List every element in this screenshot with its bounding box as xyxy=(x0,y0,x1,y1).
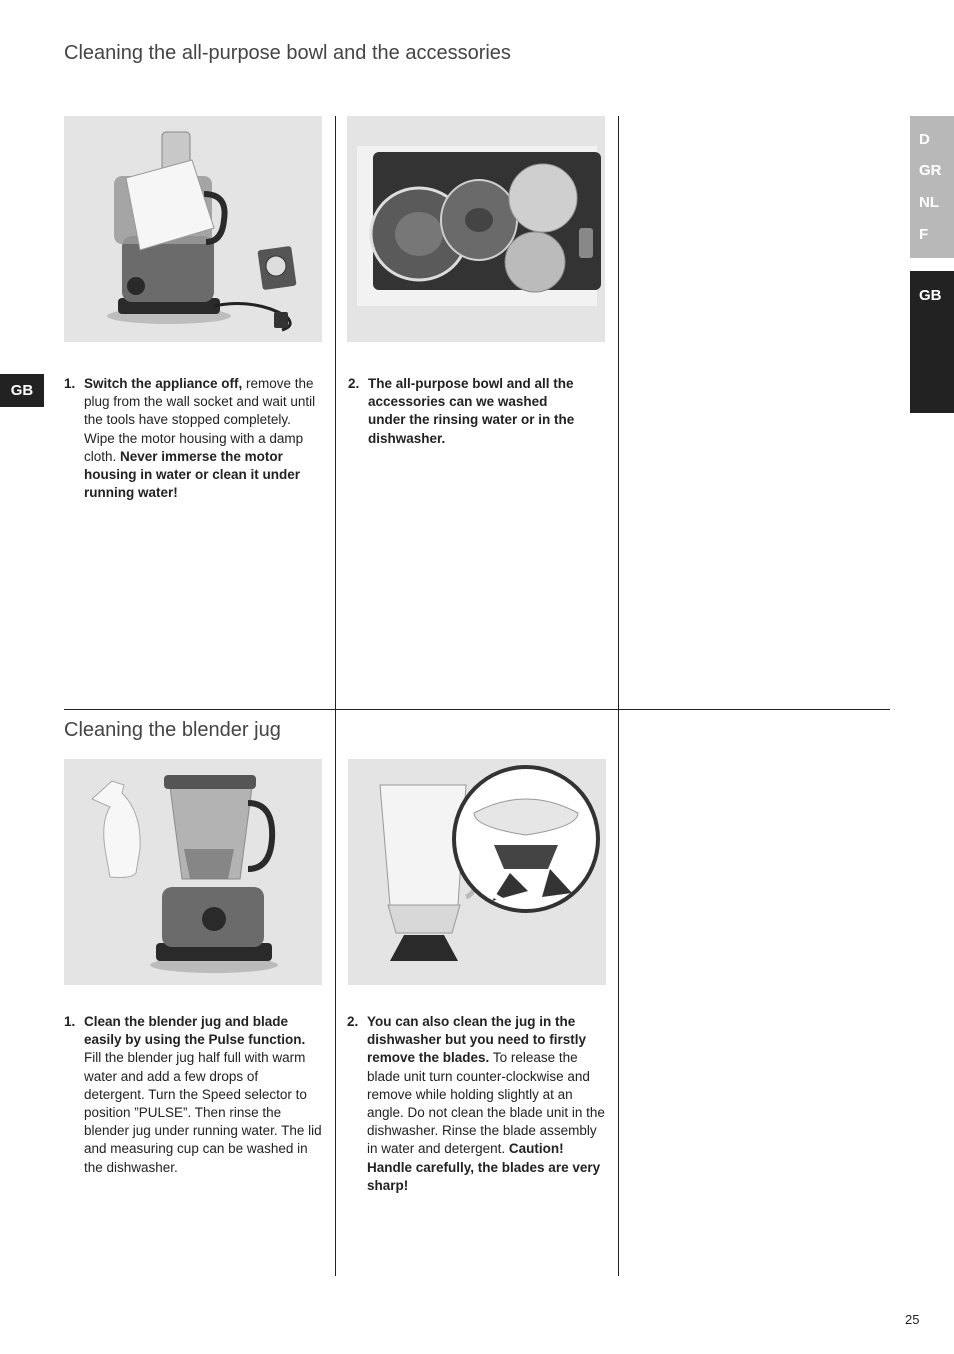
dishwasher-illustration xyxy=(347,116,605,342)
section-title-blender: Cleaning the blender jug xyxy=(64,719,281,741)
language-tab-d[interactable]: D xyxy=(919,131,930,148)
step-warning: Never immerse the motor housing in water or clean it under running water! xyxy=(84,448,301,501)
column-divider-1 xyxy=(335,116,336,1276)
step-warning: Caution! Handle carefully, the blades are very sharp! xyxy=(367,1141,601,1193)
page-number: 25 xyxy=(905,1312,920,1327)
photo-dishwasher-accessories xyxy=(347,116,605,342)
language-tab-gb-label: GB xyxy=(919,287,942,304)
step-pulse-clean xyxy=(64,1013,322,1177)
step-text xyxy=(84,1013,322,1177)
section-divider xyxy=(64,709,890,710)
language-tab-gb-active[interactable] xyxy=(910,271,954,413)
language-tab-gb-left[interactable]: GB xyxy=(0,374,44,407)
step-number: 2. xyxy=(347,1014,359,1029)
step-bold-intro: You can also clean the jug in the dishwasher but you need to firstly remove the blades. xyxy=(367,1014,587,1066)
step-bold-text: The all-purpose bowl and all the accessories can we washed under the rinsing water or in the dishwasher. xyxy=(368,376,575,446)
step-text xyxy=(368,375,588,448)
photo-wipe-motor-housing xyxy=(64,116,322,342)
language-tab-gr[interactable]: GR xyxy=(919,162,942,179)
step-text xyxy=(367,1013,605,1195)
step-bold-intro: Switch the appliance off, xyxy=(84,376,243,391)
step-body: Fill the blender jug half full with warm water and add a few drops of detergent. Turn the Speed selector to position ”PULSE”. Then rinse the blender jug under running water. The lid and measuring cup can be washed in the dishwasher. xyxy=(84,1050,322,1175)
step-remove-blades xyxy=(347,1013,605,1195)
photo-blade-removal xyxy=(348,759,606,985)
step-dishwasher-bowl xyxy=(348,375,588,448)
food-processor-illustration xyxy=(64,116,322,342)
language-tab-group xyxy=(910,116,954,258)
step-body: remove the plug from the wall socket and wait until the tools have stopped completely. Wipe the motor housing with a damp cloth. xyxy=(84,376,316,464)
language-tab-f[interactable]: F xyxy=(919,226,929,243)
column-divider-2 xyxy=(618,116,619,1276)
step-number: 2. xyxy=(348,376,360,391)
step-switch-off xyxy=(64,375,322,502)
step-number: 1. xyxy=(64,376,76,391)
photo-blender-detergent xyxy=(64,759,322,985)
blade-removal-illustration xyxy=(348,759,606,985)
step-number: 1. xyxy=(64,1014,76,1029)
step-bold-intro: Clean the blender jug and blade easily by using the Pulse function. xyxy=(84,1014,306,1048)
step-body: To release the blade unit turn counter-clockwise and remove while holding slightly at an angle. Do not clean the blade unit in the dishwasher. Rinse the blade assembly in water and detergent. xyxy=(367,1050,605,1157)
section-title-bowl: Cleaning the all-purpose bowl and the accessories xyxy=(64,42,511,64)
blender-illustration xyxy=(64,759,322,985)
language-tab-nl[interactable]: NL xyxy=(919,194,939,211)
step-text xyxy=(84,375,322,502)
